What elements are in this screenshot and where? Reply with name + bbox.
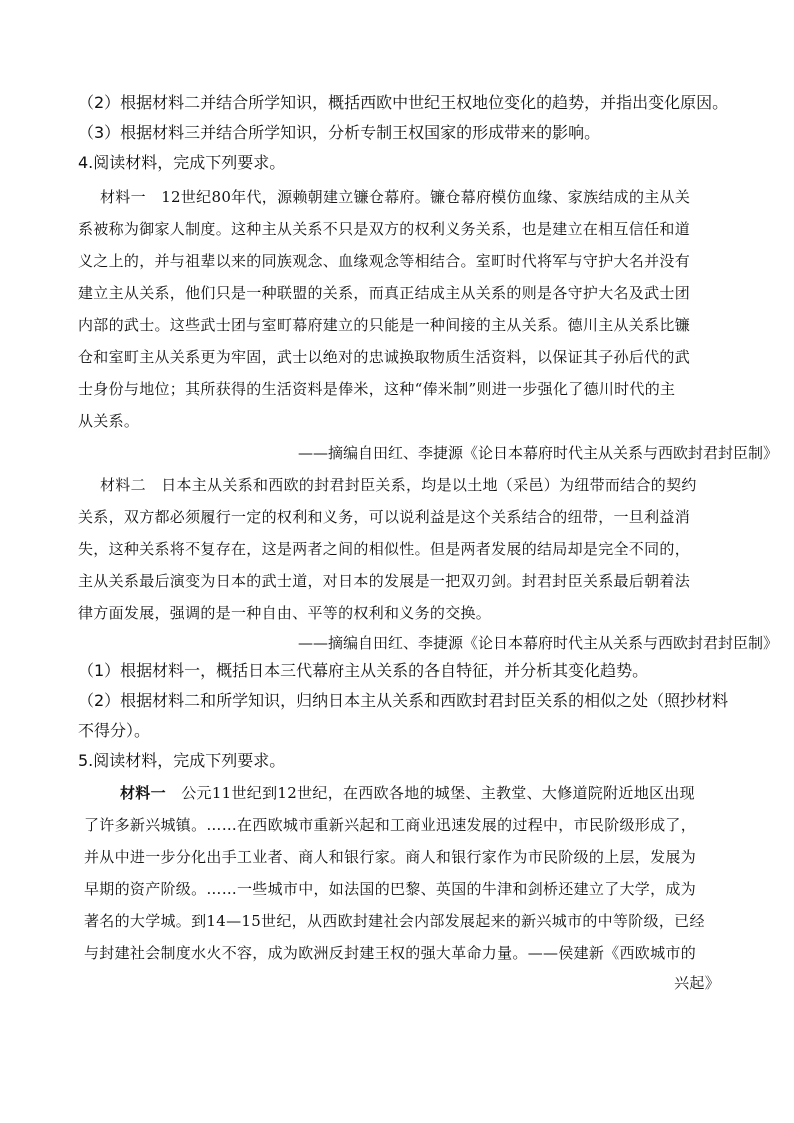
material-5-line-5: 著名的大学城。到14—15世纪，从西欧封建社会内部发展起来的新兴城市的中等阶级，已经 — [84, 912, 705, 930]
material-1-line-7: 士身份与地位；其所获得的生活资料是俸米，这种“俸米制”则进一步强化了德川时代的主 — [78, 380, 676, 398]
material-5-line-1: 材料一 公元11世纪到12世纪，在西欧各地的城堡、主教堂、大修道院附近地区出现 — [120, 784, 695, 802]
question-4-2-cont: 不得分）。 — [78, 721, 151, 740]
question-4-1: （1）根据材料一，概括日本三代幕府主从关系的各自特征，并分析其变化趋势。 — [78, 661, 649, 680]
material-1-line-4: 建立主从关系，他们只是一种联盟的关系，而真正结成主从关系的则是各守护大名及武士团 — [78, 284, 691, 302]
material-1-line-2: 系被称为御家人制度。这种主从关系不只是双方的权利义务关系，也是建立在相互信任和道 — [78, 220, 691, 238]
question-4-heading: 4.阅读材料，完成下列要求。 — [78, 153, 286, 172]
material-5-line-3: 并从中进一步分化出手工业者、商人和银行家。商人和银行家作为市民阶级的上层，发展为 — [84, 848, 697, 866]
material-1-line-8: 从关系。 — [78, 412, 140, 430]
material-2-line-1: 材料二 日本主从关系和西欧的封君封臣关系，均是以土地（采邑）为纽带而结合的契约 — [100, 476, 697, 494]
question-4-2: （2）根据材料二和所学知识，归纳日本主从关系和西欧封君封臣关系的相似之处（照抄材料 — [78, 691, 729, 710]
question-5-3: （3）根据材料三并结合所学知识，分析专制王权国家的形成带来的影响。 — [78, 123, 601, 142]
material-1-line-1: 材料一 12世纪80年代，源赖朝建立镰仓幕府。镰仓幕府模仿血缘、家族结成的主从关 — [100, 188, 691, 206]
material-1-line-3: 义之上的，并与祖辈以来的同族观念、血缘观念等相结合。室町时代将军与守护大名并没有 — [78, 252, 691, 270]
material-5-line-6: 与封建社会制度水火不容，成为欧洲反封建王权的强大革命力量。——侯建新《西欧城市的 — [84, 944, 697, 962]
question-5-2: （2）根据材料二并结合所学知识，概括西欧中世纪王权地位变化的趋势，并指出变化原因。 — [78, 93, 729, 112]
material-2-line-5: 律方面发展，强调的是一种自由、平等的权利和义务的交换。 — [78, 604, 492, 622]
material-2-line-2: 关系，双方都必须履行一定的权利和义务，可以说利益是这个关系结合的纽带，一旦利益消 — [78, 508, 691, 526]
material-5-line-4: 早期的资产阶级。……一些城市中，如法国的巴黎、英国的牛津和剑桥还建立了大学，成为 — [84, 880, 697, 898]
material-1-line-5: 内部的武士。这些武士团与室町幕府建立的只能是一种间接的主从关系。德川主从关系比镰 — [78, 316, 691, 334]
material-1-line-6: 仓和室町主从关系更为牢固，武士以绝对的忠诚换取物质生活资料，以保证其子孙后代的武 — [78, 348, 691, 366]
material-5-line-2: 了许多新兴城镇。……在西欧城市重新兴起和工商业迅速发展的过程中，市民阶级形成了， — [84, 816, 697, 834]
material-2-source: ——摘编自田红、李捷源《论日本幕府时代主从关系与西欧封君封臣制》 — [297, 634, 778, 652]
question-5-heading: 5.阅读材料，完成下列要求。 — [78, 751, 286, 770]
material-2-line-4: 主从关系最后演变为日本的武士道，对日本的发展是一把双刃剑。封君封臣关系最后朝着法 — [78, 572, 691, 590]
material-5-label: 材料一 — [120, 784, 166, 802]
material-1-source: ——摘编自田红、李捷源《论日本幕府时代主从关系与西欧封君封臣制》 — [297, 444, 778, 462]
material-2-line-3: 失，这种关系将不复存在，这是两者之间的相似性。但是两者发展的结局却是完全不同的， — [78, 540, 691, 558]
material-5-line-7: 兴起》 — [674, 974, 720, 992]
